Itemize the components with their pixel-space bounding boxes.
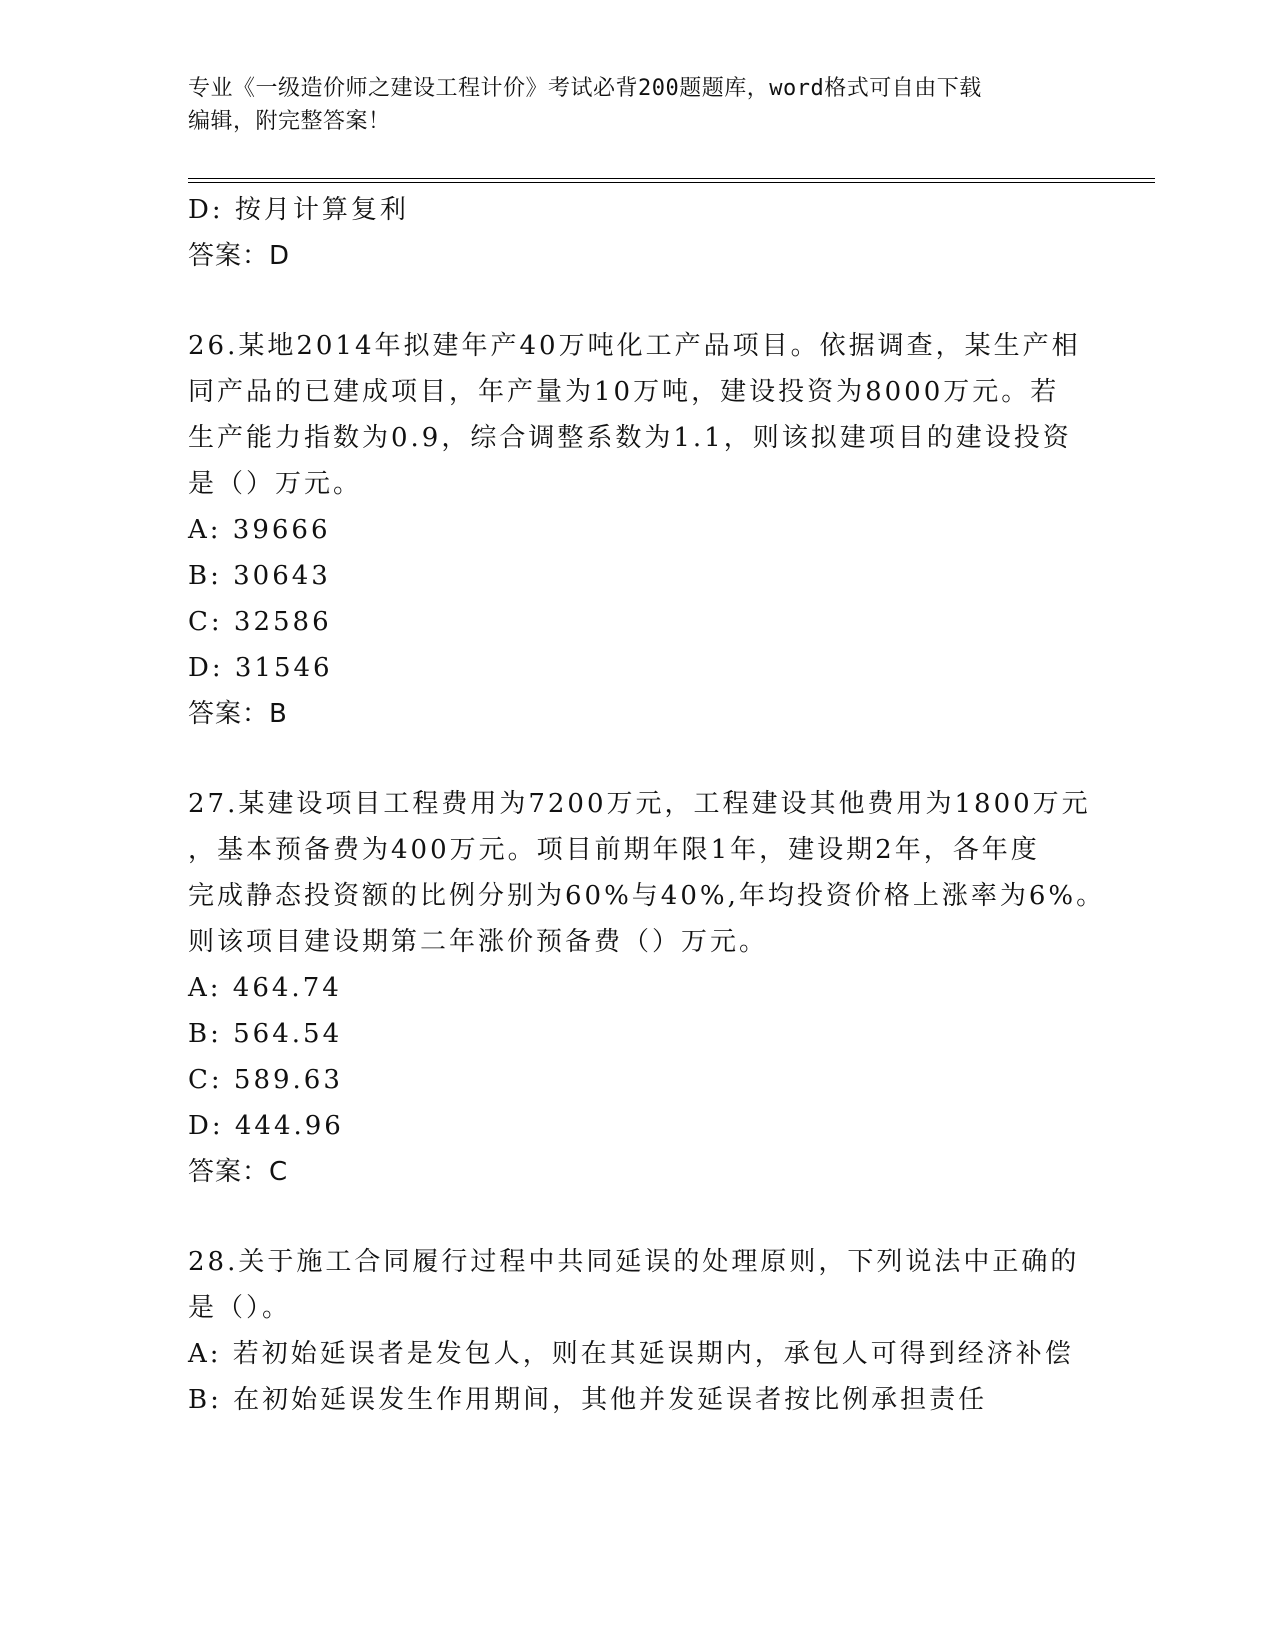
question-stem-line: 完成静态投资额的比例分别为60%与40%,年均投资价格上涨率为6%。 (188, 881, 1106, 911)
document-header (188, 72, 1088, 138)
option-a: A: 若初始延误者是发包人，则在其延误期内，承包人可得到经济补偿 (188, 1339, 1074, 1369)
option-c: C: 32586 (188, 607, 332, 637)
spacer (188, 279, 1078, 323)
header-divider-bottom (188, 182, 1155, 183)
question-26 (188, 323, 1081, 737)
question-stem-line: 27.某建设项目工程费用为7200万元，工程建设其他费用为1800万元 (188, 789, 1091, 819)
option-b: B: 564.54 (188, 1019, 343, 1049)
spacer (188, 737, 1078, 781)
option-d: D: 按月计算复利 (188, 195, 409, 225)
spacer (188, 1195, 1078, 1239)
option-d: D: 31546 (188, 653, 333, 683)
answer-label: 答案：C (188, 1157, 289, 1187)
option-a: A: 464.74 (188, 973, 342, 1003)
option-a: A: 39666 (188, 515, 331, 545)
answer-label: 答案：B (188, 699, 288, 729)
header-line-2: 编辑，附完整答案！ (188, 109, 391, 134)
option-c: C: 589.63 (188, 1065, 343, 1095)
question-stem-line: 是（）万元。 (188, 469, 363, 499)
previous-question-tail (188, 187, 1078, 279)
option-b: B: 30643 (188, 561, 331, 591)
option-b: B: 在初始延误发生作用期间，其他并发延误者按比例承担责任 (188, 1385, 988, 1415)
question-stem-line: 生产能力指数为0.9，综合调整系数为1.1，则该拟建项目的建设投资 (188, 423, 1072, 453)
header-line-1: 专业《一级造价师之建设工程计价》考试必背200题题库，word格式可自由下载 (188, 76, 982, 101)
question-stem-line: ，基本预备费为400万元。项目前期年限1年，建设期2年，各年度 (188, 835, 1040, 865)
question-stem-line: 是（）。 (188, 1293, 292, 1323)
header-divider-top (188, 178, 1155, 179)
answer-label: 答案：D (188, 241, 291, 271)
question-stem-line: 26.某地2014年拟建年产40万吨化工产品项目。依据调查，某生产相 (188, 331, 1081, 361)
question-28 (188, 1239, 1078, 1423)
question-content (188, 187, 1106, 1423)
option-d: D: 444.96 (188, 1111, 344, 1141)
question-stem-line: 则该项目建设期第二年涨价预备费（）万元。 (188, 927, 769, 957)
question-27 (188, 781, 1106, 1195)
question-stem-line: 同产品的已建成项目，年产量为10万吨，建设投资为8000万元。若 (188, 377, 1060, 407)
question-stem-line: 28.关于施工合同履行过程中共同延误的处理原则，下列说法中正确的 (188, 1247, 1080, 1277)
